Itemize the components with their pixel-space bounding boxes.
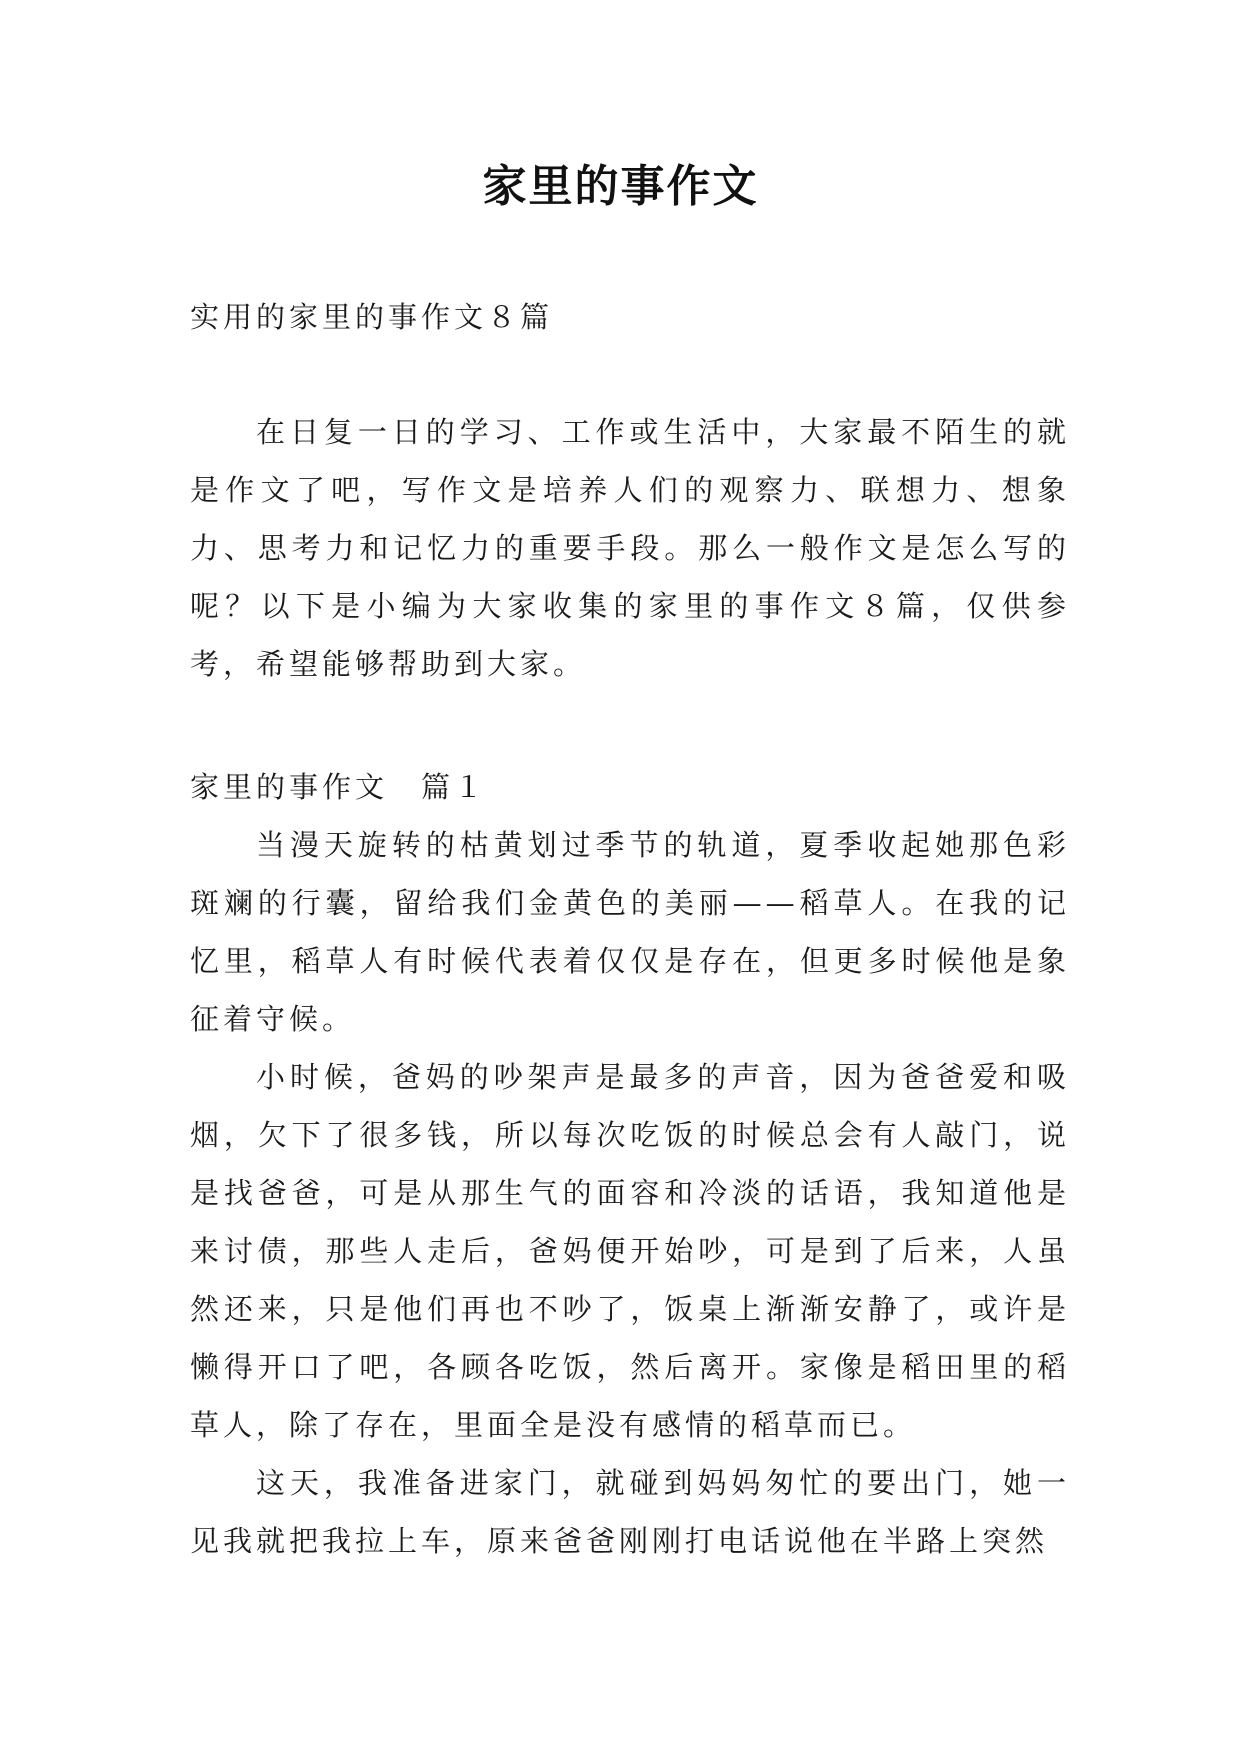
essay-paragraph: 当漫天旋转的枯黄划过季节的轨道，夏季收起她那色彩斑斓的行囊，留给我们金黄色的美丽——稻草人。在我的记忆里，稻草人有时候代表着仅仅是存在，但更多时候他是象征着守候。 <box>190 828 1070 1036</box>
intro-paragraph: 在日复一日的学习、工作或生活中，大家最不陌生的就是作文了吧，写作文是培养人们的观察力、联想力、想象力、思考力和记忆力的重要手段。那么一般作文是怎么写的呢？以下是小编为大家收集的家里的事作文８篇，仅供参考，希望能够帮助到大家。 <box>190 415 1070 681</box>
essay-body <box>190 816 1070 1570</box>
document-title: 家里的事作文 <box>482 161 759 212</box>
document-subtitle: 实用的家里的事作文８篇 <box>190 300 554 334</box>
essay-paragraph: 小时候，爸妈的吵架声是最多的声音，因为爸爸爱和吸烟，欠下了很多钱，所以每次吃饭的时候总会有人敲门，说是找爸爸，可是从那生气的面容和冷淡的话语，我知道他是来讨债，那些人走后，爸妈便开始吵，可是到了后来，人虽然还来，只是他们再也不吵了，饭桌上渐渐安静了，或许是懒得开口了吧，各顾各吃饭，然后离开。家像是稻田里的稻草人，除了存在，里面全是没有感情的稻草而已。 <box>190 1060 1070 1442</box>
intro-section <box>190 403 1070 693</box>
section-heading: 家里的事作文 篇１ <box>190 770 488 804</box>
essay-paragraph: 这天，我准备进家门，就碰到妈妈匆忙的要出门，她一见我就把我拉上车，原来爸爸刚刚打电话说他在半路上突然 <box>190 1466 1070 1558</box>
